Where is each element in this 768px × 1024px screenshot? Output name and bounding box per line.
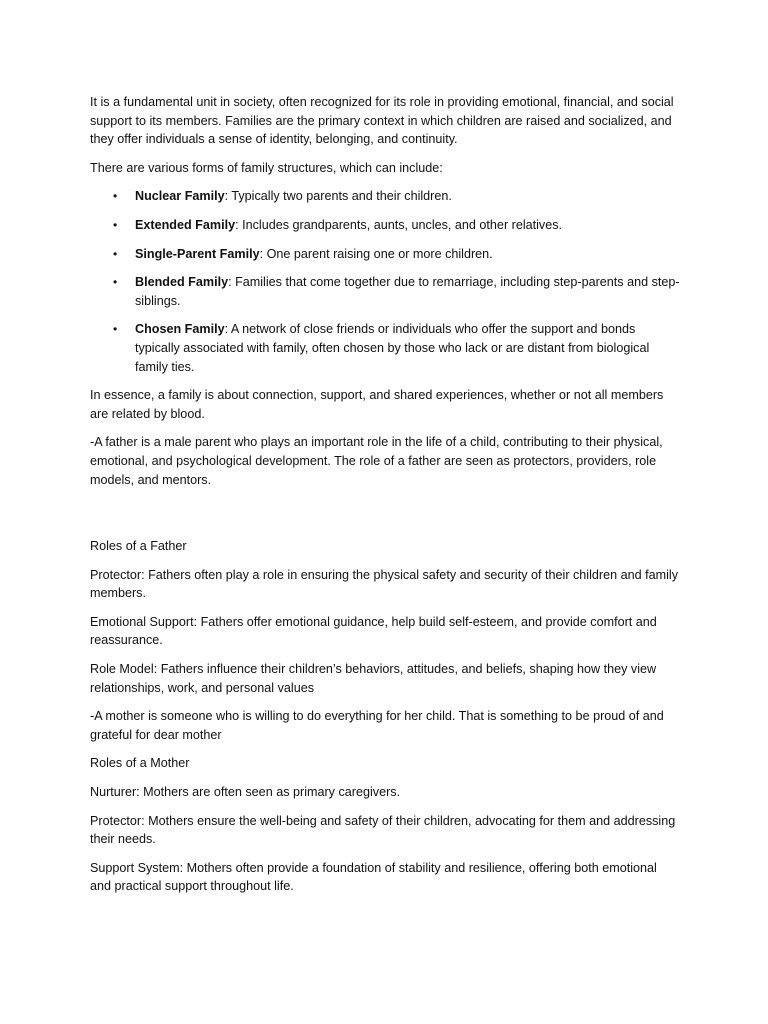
father-role-emotional-support: Emotional Support: Fathers offer emotional guidance, help build self-esteem, and provide comfort and reassurance. <box>90 614 657 648</box>
family-type-term: Chosen Family <box>135 322 225 337</box>
document-page <box>90 93 680 906</box>
mother-role-protector: Protector: Mothers ensure the well-being and safety of their children, advocating for them and addressing their needs. <box>90 813 676 847</box>
family-type-desc: : A network of close friends or individuals who offer the support and bonds typically associated with family, often chosen by those who lack or are distant from biological family ties. <box>135 322 650 374</box>
bullet-icon: • <box>113 189 118 204</box>
intro-paragraph: It is a fundamental unit in society, often recognized for its role in providing emotional, financial, and social support to its members. Families are the primary context in which children are raised and socialized, and they offer individuals a sense of identity, belonging, and continuity. <box>90 95 674 147</box>
bullet-icon: • <box>113 217 118 232</box>
family-type-term: Blended Family <box>135 275 229 290</box>
mother-intro: -A mother is someone who is willing to do everything for her child. That is something to be proud of and grateful for dear mother <box>90 709 664 742</box>
list-item <box>90 245 680 264</box>
mother-role-nurturer: Nurturer: Mothers are often seen as primary caregivers. <box>90 785 401 800</box>
mother-role-support-system: Support System: Mothers often provide a foundation of stability and resilience, offering both emotional and practical support throughout life. <box>90 860 657 894</box>
family-type-desc: : One parent raising one or more children. <box>259 246 493 261</box>
family-type-desc: : Families that come together due to remarriage, including step-parents and step-siblings. <box>135 275 680 308</box>
family-types-list <box>90 187 680 376</box>
family-type-desc: : Typically two parents and their children. <box>224 189 452 204</box>
mother-roles-heading: Roles of a Mother <box>90 756 190 771</box>
family-type-term: Extended Family <box>135 217 236 232</box>
blank-line <box>90 499 680 537</box>
list-item <box>90 320 680 376</box>
bullet-icon: • <box>113 322 118 337</box>
family-type-desc: : Includes grandparents, aunts, uncles, and other relatives. <box>235 217 563 232</box>
family-type-term: Nuclear Family <box>135 189 225 204</box>
family-type-term: Single-Parent Family <box>135 246 260 261</box>
essence-paragraph: In essence, a family is about connection, support, and shared experiences, whether or not all members are related by blood. <box>90 388 664 421</box>
list-item <box>90 273 680 310</box>
bullet-icon: • <box>113 246 118 261</box>
father-intro: -A father is a male parent who plays an important role in the life of a child, contributing to their physical, emotional, and psychological development. The role of a father are seen as protectors, providers, role models, and mentors. <box>90 435 663 487</box>
list-item <box>90 216 680 235</box>
father-role-protector: Protector: Fathers often play a role in ensuring the physical safety and security of their children and family members. <box>90 567 679 601</box>
bullet-icon: • <box>113 275 118 290</box>
father-roles-heading: Roles of a Father <box>90 539 187 554</box>
list-item <box>90 187 680 206</box>
family-forms-lead: There are various forms of family structures, which can include: <box>90 160 443 175</box>
father-role-role-model: Role Model: Fathers influence their children’s behaviors, attitudes, and beliefs, shaping how they view relationships, work, and personal values <box>90 662 657 695</box>
